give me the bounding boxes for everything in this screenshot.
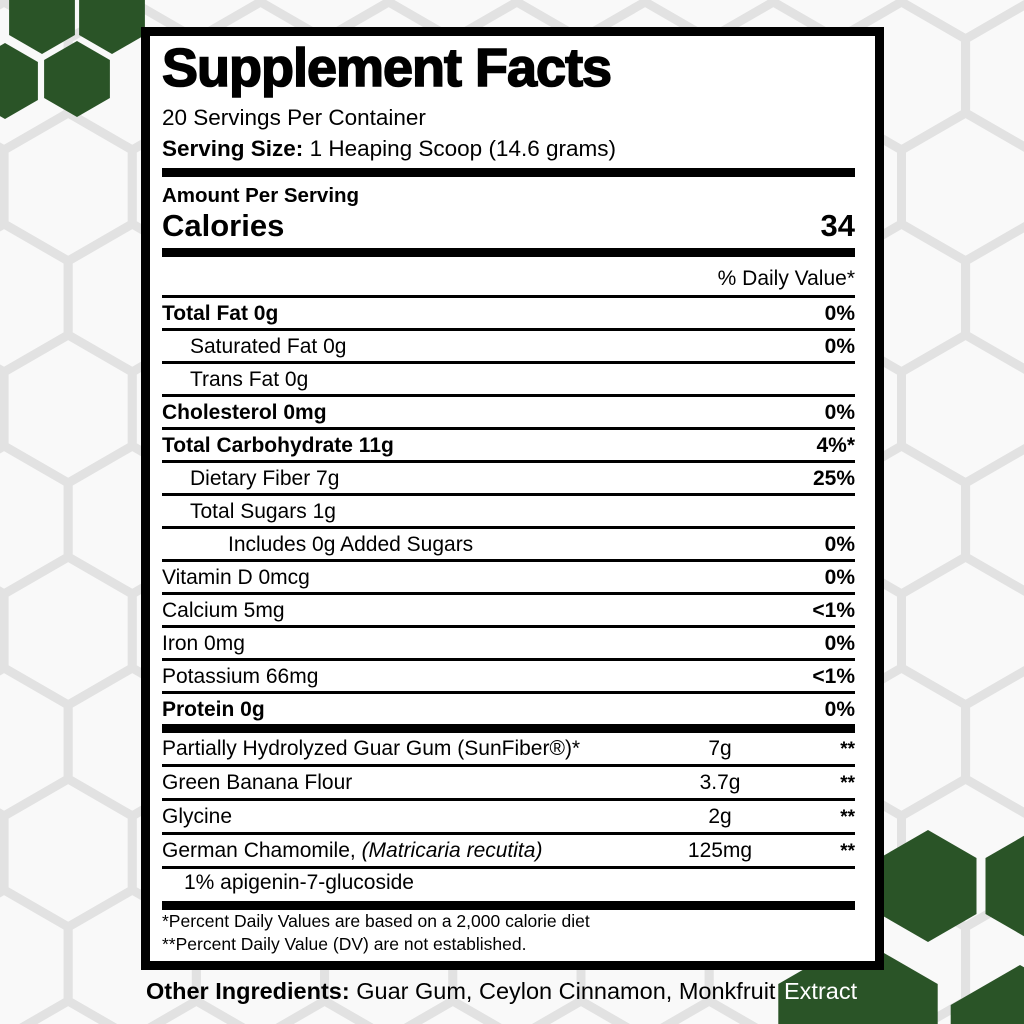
ingredient-latin-name: (Matricaria recutita) xyxy=(361,839,543,862)
ingredient-row xyxy=(162,835,855,869)
calories-row xyxy=(162,208,855,244)
nutrient-dv: 0% xyxy=(824,335,855,358)
nutrient-name: Vitamin D 0mcg xyxy=(162,566,310,589)
calories-value: 34 xyxy=(820,208,855,243)
nutrient-row xyxy=(162,364,855,397)
ingredient-standardization-note: 1% apigenin-7-glucoside xyxy=(184,871,414,894)
nutrient-row xyxy=(162,430,855,463)
nutrient-row xyxy=(162,496,855,529)
serving-size-line xyxy=(162,136,855,162)
ingredient-name: Glycine xyxy=(162,805,233,828)
nutrient-name: Potassium 66mg xyxy=(162,665,319,688)
daily-value-header: % Daily Value* xyxy=(162,257,855,298)
serving-size-label: Serving Size: xyxy=(162,136,304,161)
ingredient-amount: 3.7g xyxy=(699,771,741,794)
nutrient-name: Saturated Fat 0g xyxy=(190,335,347,358)
other-ingredients-label: Other Ingredients: xyxy=(146,978,350,1004)
ingredient-dv: ** xyxy=(840,739,855,760)
nutrient-dv: 0% xyxy=(824,302,855,325)
nutrient-name: Includes 0g Added Sugars xyxy=(228,533,474,556)
divider-thick xyxy=(162,901,855,910)
nutrient-name: Trans Fat 0g xyxy=(190,368,309,391)
nutrient-name: Calcium 5mg xyxy=(162,599,285,622)
nutrient-name: Dietary Fiber 7g xyxy=(190,467,340,490)
nutrient-name: Total Sugars 1g xyxy=(190,500,336,523)
ingredient-dv: ** xyxy=(840,807,855,828)
nutrient-name: Iron 0mg xyxy=(162,632,245,655)
nutrient-row xyxy=(162,562,855,595)
nutrient-name: Cholesterol 0mg xyxy=(162,401,327,424)
nutrient-dv: 0% xyxy=(824,533,855,556)
supplement-facts-panel xyxy=(141,27,884,970)
nutrient-dv: 0% xyxy=(824,566,855,589)
nutrient-dv: 0% xyxy=(824,698,855,721)
nutrient-row xyxy=(162,397,855,430)
nutrient-row xyxy=(162,463,855,496)
footnote-daily-values: *Percent Daily Values are based on a 2,000 calorie diet xyxy=(162,911,590,931)
nutrient-dv: 0% xyxy=(824,632,855,655)
nutrient-name: Protein 0g xyxy=(162,698,265,721)
ingredient-name-text: German Chamomile, xyxy=(162,839,362,862)
nutrient-row xyxy=(162,529,855,562)
nutrient-row xyxy=(162,661,855,694)
servings-per-container: 20 Servings Per Container xyxy=(162,105,426,130)
ingredient-row xyxy=(162,801,855,835)
nutrient-dv: <1% xyxy=(812,665,855,688)
nutrient-row xyxy=(162,694,855,724)
nutrient-row xyxy=(162,331,855,364)
nutrient-dv: 0% xyxy=(824,401,855,424)
nutrient-row xyxy=(162,628,855,661)
ingredient-amount: 125mg xyxy=(687,839,753,862)
nutrient-dv: 25% xyxy=(812,467,855,490)
amount-per-serving-label: Amount Per Serving xyxy=(162,184,360,207)
calories-label: Calories xyxy=(162,208,285,243)
footnote-dv-not-established: **Percent Daily Value (DV) are not established. xyxy=(162,934,527,954)
ingredient-row xyxy=(162,767,855,801)
ingredient-dv: ** xyxy=(840,773,855,794)
ingredient-dv: ** xyxy=(840,841,855,862)
nutrient-row xyxy=(162,298,855,331)
nutrient-row xyxy=(162,595,855,628)
nutrient-name: Total Carbohydrate 11g xyxy=(162,434,394,457)
serving-size-value: 1 Heaping Scoop (14.6 grams) xyxy=(309,136,616,161)
divider-thick xyxy=(162,248,855,257)
nutrient-name: Total Fat 0g xyxy=(162,302,279,325)
ingredient-name xyxy=(162,839,645,862)
divider-thick xyxy=(162,168,855,177)
other-ingredients-line xyxy=(146,976,906,1006)
divider-thick xyxy=(162,724,855,733)
ingredient-amount: 7g xyxy=(708,737,732,760)
ingredient-name: Partially Hydrolyzed Guar Gum (SunFiber®)* xyxy=(162,737,581,760)
ingredient-name: Green Banana Flour xyxy=(162,771,353,794)
ingredient-row xyxy=(162,733,855,767)
nutrient-dv: 4%* xyxy=(816,434,855,457)
other-ingredients-highlighted-word: Extract xyxy=(784,978,858,1004)
ingredient-amount: 2g xyxy=(708,805,732,828)
nutrient-dv: <1% xyxy=(812,599,855,622)
page-title: Supplement Facts xyxy=(162,38,612,98)
other-ingredients-text: Guar Gum, Ceylon Cinnamon, Monkfruit xyxy=(349,978,782,1004)
